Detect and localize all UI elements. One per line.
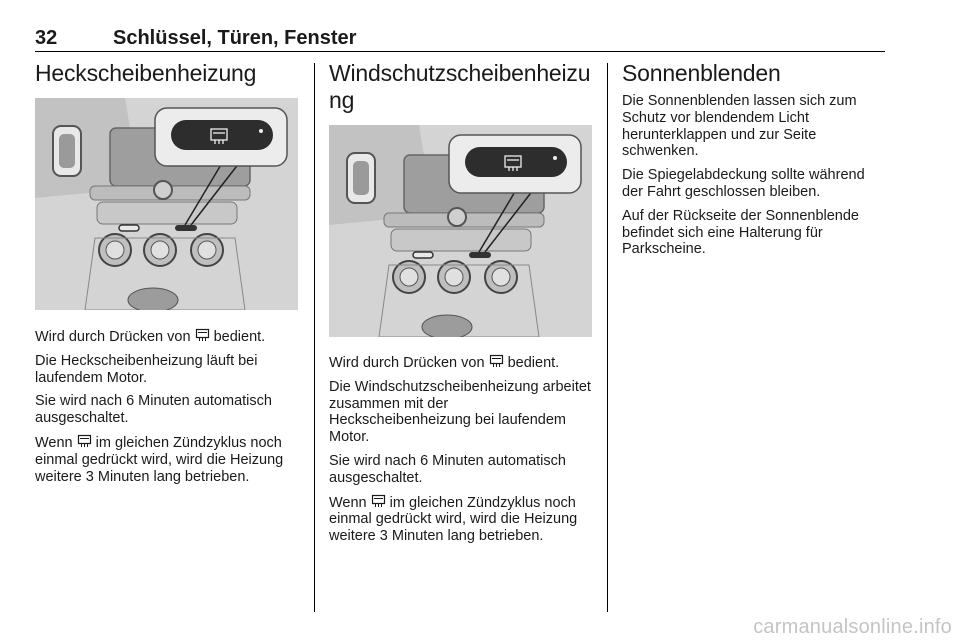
column-divider [607,63,608,612]
rear-window-heater-icon [77,434,92,448]
header-rule [35,51,885,52]
section-windshield-heater [329,60,594,552]
section-heading: Heckscheibenheizung [35,60,257,86]
paragraph: Sie wird nach 6 Minuten automatisch ausgeschaltet. [329,452,566,486]
paragraph: Auf der Rückseite der Sonnenblende befindet sich eine Halterung für Parkscheine. [622,207,859,258]
rear-window-heater-icon [371,494,386,508]
watermark: carmanualsonline.info [753,616,952,638]
rear-window-heater-icon [489,354,504,368]
paragraph: Wird durch Drücken von bedient. [329,355,560,371]
dashboard-illustration [35,98,298,310]
section-heading: Sonnenblenden [622,60,781,86]
paragraph: Die Heckscheibenheizung läuft bei laufendem Motor. [35,352,258,386]
section-heading: Windschutzscheibenheizung [329,60,591,113]
paragraph: Wenn im gleichen Zündzyklus noch einmal gedrückt wird, wird die Heizung weitere 3 Minuten lang betrieben. [35,434,284,485]
paragraph: Die Windschutzscheibenheizung arbeitet zusammen mit der Heckscheibenheizung bei laufendem Motor. [329,378,591,446]
chapter-title: Schlüssel, Türen, Fenster [113,27,357,49]
section-sun-visors [622,60,888,265]
paragraph: Wenn im gleichen Zündzyklus noch einmal gedrückt wird, wird die Heizung weitere 3 Minuten lang betrieben. [329,494,578,545]
paragraph: Sie wird nach 6 Minuten automatisch ausgeschaltet. [35,393,272,427]
paragraph: Die Spiegelabdeckung sollte während der Fahrt geschlossen bleiben. [622,167,865,200]
paragraph: Wird durch Drücken von bedient. [35,329,266,345]
section-rear-window-heater [35,60,300,492]
column-divider [314,63,315,612]
page-number: 32 [35,27,58,49]
rear-window-heater-icon [195,328,210,342]
page-header [35,27,885,51]
paragraph: Die Sonnenblenden lassen sich zum Schutz vor blendendem Licht herunterklappen und zur Seite schwenken. [622,93,857,160]
dashboard-illustration [329,125,592,337]
